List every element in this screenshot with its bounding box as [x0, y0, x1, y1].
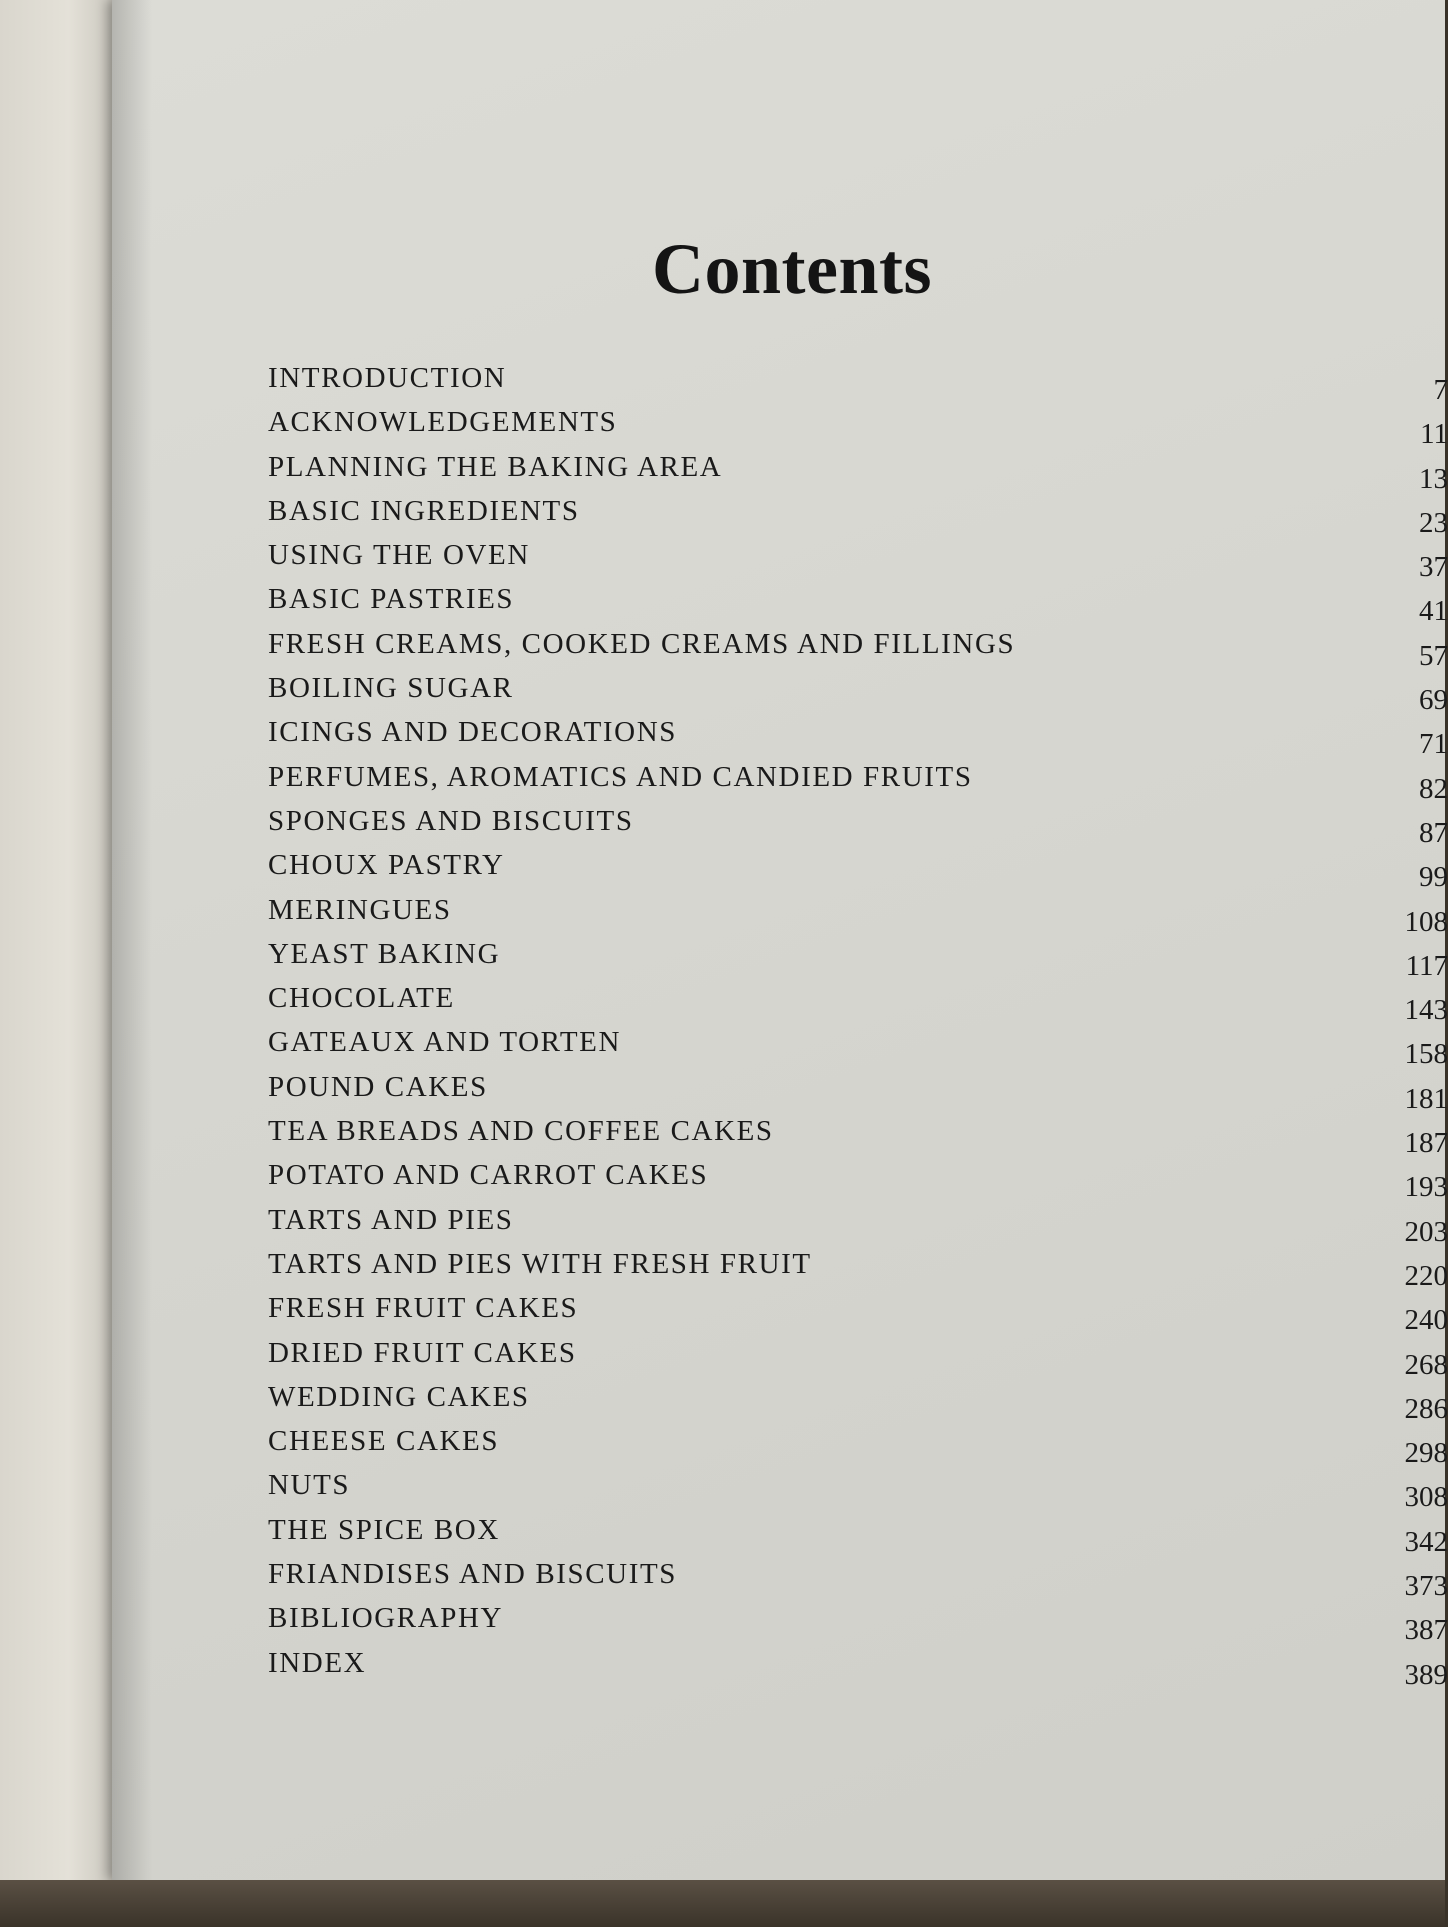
toc-entry	[268, 1381, 1448, 1425]
table-surface	[0, 1880, 1445, 1927]
toc-entry-page-number: 7	[1433, 374, 1448, 406]
toc-entry	[268, 1115, 1448, 1159]
toc-entry-label: SPONGES AND BISCUITS	[268, 804, 634, 837]
toc-entry-page-number: 71	[1419, 728, 1448, 761]
toc-entry-label: FRIANDISES AND BISCUITS	[268, 1558, 678, 1591]
toc-entry	[268, 1602, 1448, 1646]
toc-entry-page-number: 108	[1404, 905, 1448, 938]
toc-entry-page-number: 13	[1419, 462, 1448, 495]
toc-entry-label: FRESH CREAMS, COOKED CREAMS AND FILLINGS	[268, 627, 1016, 660]
toc-entry	[268, 982, 1448, 1026]
toc-entry-label: MERINGUES	[268, 893, 452, 926]
toc-entry-page-number: 37	[1419, 551, 1448, 584]
toc-entry-label: INDEX	[268, 1646, 367, 1679]
toc-entry	[268, 1469, 1448, 1513]
toc-entry	[268, 716, 1448, 760]
left-page-edge	[0, 0, 125, 1900]
toc-entry-label: GATEAUX AND TORTEN	[268, 1026, 622, 1059]
toc-entry-page-number: 143	[1404, 994, 1448, 1027]
toc-entry-label: BASIC PASTRIES	[268, 583, 515, 616]
toc-entry	[268, 805, 1448, 849]
toc-entry-page-number: 187	[1404, 1127, 1448, 1160]
toc-entry	[268, 894, 1448, 938]
toc-entry-label: YEAST BAKING	[268, 937, 501, 970]
toc-entry	[268, 628, 1448, 672]
toc-entry	[268, 1026, 1448, 1070]
toc-entry	[268, 761, 1448, 805]
toc-entry-page-number: 193	[1404, 1171, 1448, 1204]
toc-entry-page-number: 373	[1404, 1570, 1448, 1603]
toc-entry	[268, 938, 1448, 982]
toc-entry-label: INTRODUCTION	[268, 362, 507, 394]
toc-entry-label: ACKNOWLEDGEMENTS	[268, 406, 618, 439]
toc-entry-page-number: 286	[1404, 1392, 1448, 1425]
toc-entry-page-number: 117	[1405, 949, 1448, 982]
toc-entry	[268, 1425, 1448, 1469]
toc-entry-page-number: 298	[1404, 1437, 1448, 1470]
toc-entry-label: TEA BREADS AND COFFEE CAKES	[268, 1115, 774, 1148]
toc-entry	[268, 451, 1448, 495]
toc-entry	[268, 1248, 1448, 1292]
toc-entry-page-number: 203	[1404, 1215, 1448, 1248]
toc-entry	[268, 362, 1448, 406]
toc-entry	[268, 1204, 1448, 1248]
toc-entry-page-number: 387	[1404, 1614, 1448, 1647]
toc-entry-page-number: 82	[1419, 772, 1448, 805]
toc-entry	[268, 1647, 1448, 1691]
toc-entry-label: BOILING SUGAR	[268, 672, 514, 705]
toc-entry	[268, 1292, 1448, 1336]
toc-entry-page-number: 308	[1404, 1481, 1448, 1514]
toc-entry-label: FRESH FRUIT CAKES	[268, 1292, 579, 1325]
toc-entry-page-number: 220	[1404, 1259, 1448, 1292]
toc-entry-page-number: 181	[1404, 1082, 1448, 1115]
toc-entry-page-number: 11	[1420, 418, 1448, 451]
toc-entry	[268, 1071, 1448, 1115]
page-gutter-shadow	[112, 0, 152, 1880]
toc-entry-label: CHEESE CAKES	[268, 1425, 500, 1458]
toc-entry-page-number: 57	[1419, 639, 1448, 672]
toc-entry-label: DRIED FRUIT CAKES	[268, 1336, 577, 1369]
toc-entry-label: PLANNING THE BAKING AREA	[268, 450, 723, 483]
toc-entry	[268, 539, 1448, 583]
toc-entry-label: THE SPICE BOX	[268, 1513, 500, 1546]
toc-entry-label: PERFUMES, AROMATICS AND CANDIED FRUITS	[268, 760, 973, 793]
toc-entry-label: TARTS AND PIES WITH FRESH FRUIT	[268, 1247, 812, 1280]
contents-page	[112, 0, 1448, 1880]
toc-entry-page-number: 240	[1404, 1304, 1448, 1337]
toc-entry-label: BIBLIOGRAPHY	[268, 1602, 504, 1635]
toc-entry-label: NUTS	[268, 1469, 351, 1502]
toc-entry-label: BASIC INGREDIENTS	[268, 494, 580, 527]
toc-entry-page-number: 41	[1419, 595, 1448, 628]
toc-entry-page-number: 158	[1404, 1038, 1448, 1071]
toc-entry-label: POUND CAKES	[268, 1070, 488, 1103]
toc-entry-label: CHOUX PASTRY	[268, 849, 505, 882]
toc-entry-label: USING THE OVEN	[268, 539, 530, 572]
toc-entry-label: ICINGS AND DECORATIONS	[268, 716, 677, 749]
toc-entry	[268, 1159, 1448, 1203]
toc-entry	[268, 583, 1448, 627]
toc-entry-page-number: 342	[1404, 1525, 1448, 1558]
toc-entry-label: TARTS AND PIES	[268, 1203, 514, 1236]
toc-entry-label: CHOCOLATE	[268, 982, 455, 1015]
toc-entry	[268, 1337, 1448, 1381]
toc-entry	[268, 406, 1448, 450]
toc-entry	[268, 1558, 1448, 1602]
toc-entry-page-number: 23	[1419, 506, 1448, 539]
table-of-contents	[268, 362, 1448, 1691]
toc-entry-label: POTATO AND CARROT CAKES	[268, 1159, 709, 1192]
toc-entry	[268, 495, 1448, 539]
toc-entry-page-number: 99	[1419, 861, 1448, 894]
toc-entry-page-number: 268	[1404, 1348, 1448, 1381]
toc-entry	[268, 849, 1448, 893]
toc-entry-page-number: 87	[1419, 816, 1448, 849]
toc-entry-label: WEDDING CAKES	[268, 1380, 530, 1413]
page-title: Contents	[652, 229, 933, 309]
toc-entry	[268, 672, 1448, 716]
toc-entry-page-number: 389	[1404, 1658, 1448, 1691]
toc-entry-page-number: 69	[1419, 684, 1448, 717]
toc-entry	[268, 1514, 1448, 1558]
